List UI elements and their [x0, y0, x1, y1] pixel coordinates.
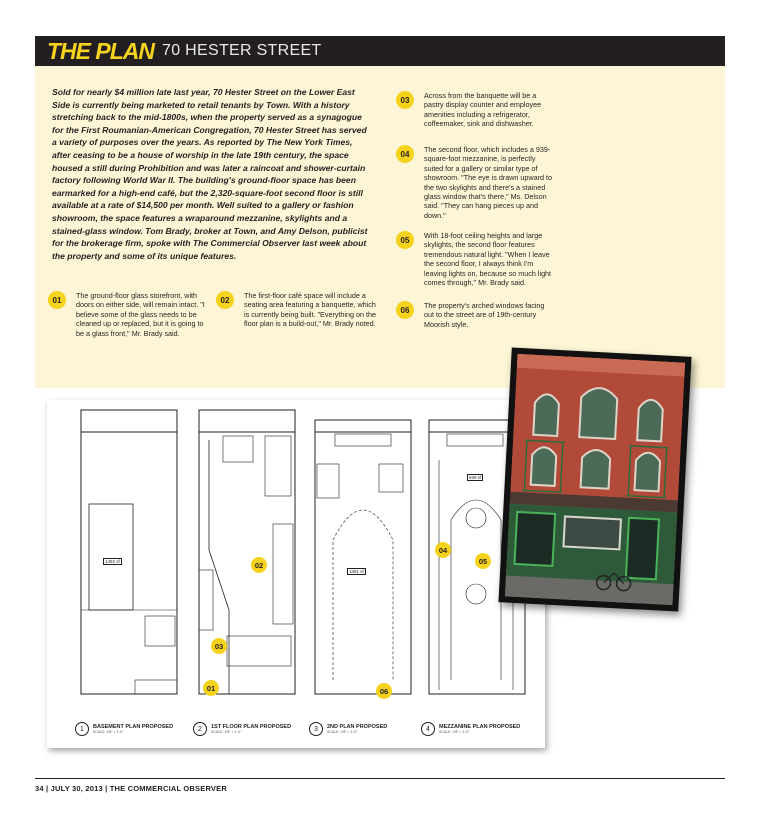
plan-scale: SCALE: 1/8" = 1'-0": [327, 730, 358, 734]
note-02: [216, 291, 376, 329]
intro-paragraph: Sold for nearly $4 million late last year, 70 Hester Street on the Lower East Side is currently being marketed to retail tenants by Town. With a history stretching back to the mid-1800s, when the property served as a synagogue for the First Roumanian-American Congregation, 70 Hester Street has served a variety of purposes over the years. As reported by The New York Times, after ceasing to be a house of worship in the late 19th century, the space housed a still during Prohibition and was later a raincoat and shower-curtain factory following World War II. The building's ground-floor space has been earmarked for a high-end café, but the 2,320-square-foot second floor is still available at a rate of $14,500 per month. Well suited to a gallery or fashion showroom, the space features a wraparound mezzanine, skylights and a stained-glass window. Tom Brady, broker at Town, and Amy Delson, publicist for the brokerage firm, spoke with The Commercial Observer last week about the property and some of its unique features.: [52, 87, 368, 261]
footer-rule: [35, 778, 725, 779]
plan-name: BASEMENT PLAN PROPOSED: [93, 724, 174, 730]
note-01: [48, 291, 208, 338]
mezzanine-area-label: 939 sf: [469, 475, 482, 480]
plan-label-second-floor: [309, 722, 387, 736]
note-badge: 02: [216, 291, 234, 309]
skylight-outline: [333, 510, 393, 680]
note-04: [396, 145, 556, 220]
second-floor-area-label: 1381 sf: [349, 569, 364, 574]
plan-label-basement: [75, 722, 173, 736]
plan-label-mezzanine: [421, 722, 520, 736]
marker-04: 04: [435, 542, 451, 558]
plan-number: 4: [421, 722, 435, 736]
note-03: [396, 91, 556, 129]
marker-01: 01: [203, 680, 219, 696]
note-badge: 05: [396, 231, 414, 249]
building-photo: [498, 347, 691, 611]
basement-restroom: [145, 616, 175, 646]
note-text: The property's arched windows facing out to the street are of 19th-century Moorish style.: [424, 301, 545, 329]
marker-02: 02: [251, 557, 267, 573]
basement-area-label: 1492 sf: [105, 559, 120, 564]
note-text: The ground-floor glass storefront, with doors on either side, will remain intact. "I believe some of the glass needs to be cleaned up or replaced, but it is going to be a glass front," Mr. Brady said.: [76, 291, 205, 338]
section-title: THE PLAN: [47, 37, 154, 64]
note-text: With 18-foot ceiling heights and large skylights, the second floor features tremendous natural light. "When I leave the second floor, I always think I'm leaving lights on, because so much light comes through," Mr. Brady said.: [424, 231, 552, 288]
note-05: [396, 231, 556, 287]
plan-number: 2: [193, 722, 207, 736]
mezzanine-arch: [451, 500, 501, 680]
basement-rear: [81, 410, 177, 432]
building-illustration: [505, 354, 685, 605]
note-text: The second floor, which includes a 939-square-foot mezzanine, is perfectly suited for a gallery or similar type of showroom. "The eye is drawn upward to the two skylights and there's a stained glass window that's there," Ms. Delson said. "They can hang pieces up and down.": [424, 145, 552, 220]
plan-name: 1ST FLOOR PLAN PROPOSED: [211, 724, 292, 730]
plan-scale: SCALE: 1/8" = 1'-0": [439, 730, 470, 734]
note-06: [396, 301, 556, 329]
plan-label-first-floor: [193, 722, 291, 736]
marker-06: 06: [376, 683, 392, 699]
note-badge: 03: [396, 91, 414, 109]
note-badge: 04: [396, 145, 414, 163]
page-footer: 34 | JULY 30, 2013 | THE COMMERCIAL OBSERVER: [35, 784, 227, 793]
note-text: Across from the banquette will be a pastry display counter and employee amenities including a refrigerator, coffeemaker, sink and dishwasher.: [424, 91, 542, 129]
plan-number: 3: [309, 722, 323, 736]
plan-scale: SCALE: 1/8" = 1'-0": [93, 730, 124, 734]
second-floor-outline: [315, 432, 411, 694]
floor-plans-drawing: [47, 400, 545, 748]
banquette: [273, 524, 293, 624]
floor-plans-sheet: [47, 400, 545, 748]
note-badge: 06: [396, 301, 414, 319]
plan-scale: SCALE: 1/8" = 1'-0": [211, 730, 242, 734]
note-badge: 01: [48, 291, 66, 309]
plan-number: 1: [75, 722, 89, 736]
section-subtitle: 70 HESTER STREET: [162, 42, 322, 59]
basement-outline: [81, 432, 177, 694]
plan-name: MEZZANINE PLAN PROPOSED: [439, 724, 521, 730]
counter: [227, 636, 291, 666]
basement-room: [89, 504, 133, 610]
note-text: The first-floor café space will include a seating area featuring a banquette, which is currently being built. "Everything on the floor plan is a build-out," Mr. Brady noted.: [244, 291, 376, 329]
marker-05: 05: [475, 553, 491, 569]
plan-name: 2ND PLAN PROPOSED: [327, 724, 388, 730]
marker-03: 03: [211, 638, 227, 654]
header-bar: [35, 36, 725, 66]
